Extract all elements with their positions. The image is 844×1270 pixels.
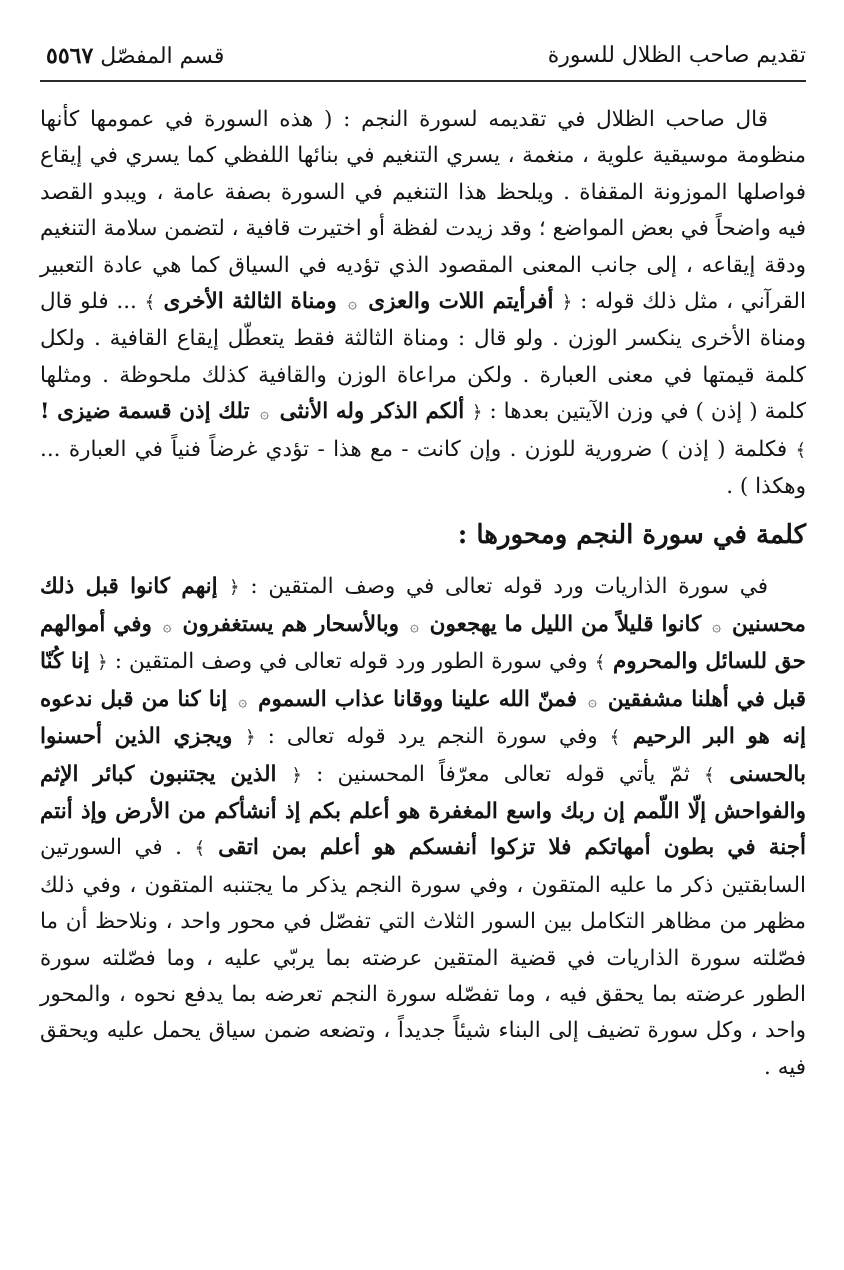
verse-separator-icon: ۞ [238,691,248,710]
verse-close-ornament: ﴾ [144,292,156,314]
verse-separator-icon: ۞ [409,616,419,635]
text-segment: فكلمة ( إذن ) ضرورية للوزن . وإن كانت - مع هذا - تؤدي غرضاً فنياً في العبارة ... وهكذا ) . [40,436,806,500]
header-rule [40,80,806,82]
verse-close-ornament: ﴾ [194,838,205,860]
verse-text: كانوا قليلاً من الليل ما يهجعون [429,611,702,637]
running-header [40,36,806,76]
verse-open-ornament: ﴿ [245,727,256,749]
section-name: قسم المفصّل [100,44,225,69]
verse-text: ومناة الثالثة الأخرى [163,289,337,315]
verse-text: ألكم الذكر وله الأنثى [279,399,465,425]
text-segment: قال صاحب الظلال في تقديمه لسورة النجم : ( هذه السورة في عمومها كأنها منظومة موسيقية علوية ، منغمة ، يسري التنغيم في بنائها اللفظي كما يسري في إيقاع فواصلها الموزونة المقفاة . ويلحظ هذا التنغيم في السورة بصفة عامة ، ويبدو القصد فيه واضحاً في بعض المواضع ؛ وقد زيدت لفظة أو اختيرت قافية ، لتضمن سلامة التنغيم ودقة إيقاعه ، إلى جانب المعنى المقصود الذي تؤديه في السياق كما هي عادة التعبير القرآني ، مثل ذلك قوله : [40,107,806,315]
verse-text: فمنّ الله علينا ووقانا عذاب السموم [258,686,578,712]
section-heading: كلمة في سورة النجم ومحورها : [457,520,806,551]
verse-text: الذين يجتنبون كبائر الإثم والفواحش إلّا اللّمم إن ربك واسع المغفرة هو أعلم بكم إذ أنشأكم من الأرض وإذ أنتم أجنة في بطون أمهاتكم فلا تزكوا أنفسكم هو أعلم بمن اتقى [40,761,806,861]
text-segment: . في السورتين السابقتين ذكر ما عليه المتقون ، وفي سورة النجم يذكر ما يجتنبه المتقون ، وفي ذلك مظهر من مظاهر التكامل بين السور الثلاث التي تفصّل في محور واحد ، ونلاحظ أن ما فصّلته سورة الذاريات في قضية المتقين عرضته بما يربّي عليه ، وما فصّلته سورة الطور عرضته بما يحقق فيه ، وما تفصّله سورة النجم تعرضه بما يدفع نحوه ، والمحور واحد ، وكل سورة تضيف إلى البناء شيئاً جديداً ، وتضعه ضمن سياق يحمل عليه ويحقق فيه . [40,835,806,1080]
verse-open-ornament: ﴿ [561,292,573,314]
verse-open-ornament: ﴿ [229,577,240,599]
book-title: تقديم صاحب الظلال للسورة [547,43,806,68]
paragraph-quote [40,102,806,505]
text-segment: ثمّ يأتي قوله تعالى معرّفاً المحسنين : [316,761,690,787]
verse-separator-icon: ۞ [588,691,597,710]
verse-separator-icon: ۞ [162,616,172,635]
verse-separator-icon: ۞ [712,616,722,635]
verse-separator-icon: ۞ [348,294,357,313]
verse-text: وفي أموالهم حق للسائل والمحروم [40,611,806,675]
verse-text: إنا كنا من قبل ندعوه إنه هو البر الرحيم [40,686,806,750]
text-segment: ... فلو قال ومناة الأخرى ينكسر الوزن . ولو قال : ومناة الثالثة فقط يتعطّل إيقاع القافية . ولكل كلمة قيمتها في معنى العبارة . ولكن مراعاة الوزن والقافية كذلك ملحوظة . ومثلها كلمة ( إذن ) في وزن الآيتين بعدها : [40,289,806,425]
verse-open-ornament: ﴿ [291,764,302,786]
body-text [40,102,806,1086]
page-number: ٥٥٦٧ [46,43,94,69]
verse-close-ornament: ﴾ [795,439,806,461]
verse-open-ornament: ﴿ [97,652,108,674]
verse-text: إنهم كانوا قبل ذلك محسنين [40,574,806,637]
verse-open-ornament: ﴿ [471,402,483,424]
paragraph-analysis [40,569,806,1086]
verse-text: تلك إذن قسمة ضيزى ! [40,399,250,425]
verse-text: أفرأيتم اللات والعزى [368,289,554,315]
verse-text: إنا كُنّا قبل في أهلنا مشفقين [40,649,806,712]
verse-close-ornament: ﴾ [594,652,606,674]
text-segment: وفي سورة الطور ورد قوله تعالى في وصف المتقين : [114,649,588,675]
book-page [40,36,806,1236]
quran-verse [145,289,573,314]
verse-text: وبالأسحار هم يستغفرون [182,611,399,637]
verse-separator-icon: ۞ [260,404,269,423]
verse-close-ornament: ﴾ [704,764,715,786]
header-left-group [40,36,250,77]
text-segment: في سورة الذاريات ورد قوله تعالى في وصف المتقين : [250,574,768,600]
verse-close-ornament: ﴾ [609,727,621,749]
verse-text: ويجزي الذين أحسنوا بالحسنى [40,724,806,787]
text-segment: وفي سورة النجم يرد قوله تعالى : [267,724,598,750]
